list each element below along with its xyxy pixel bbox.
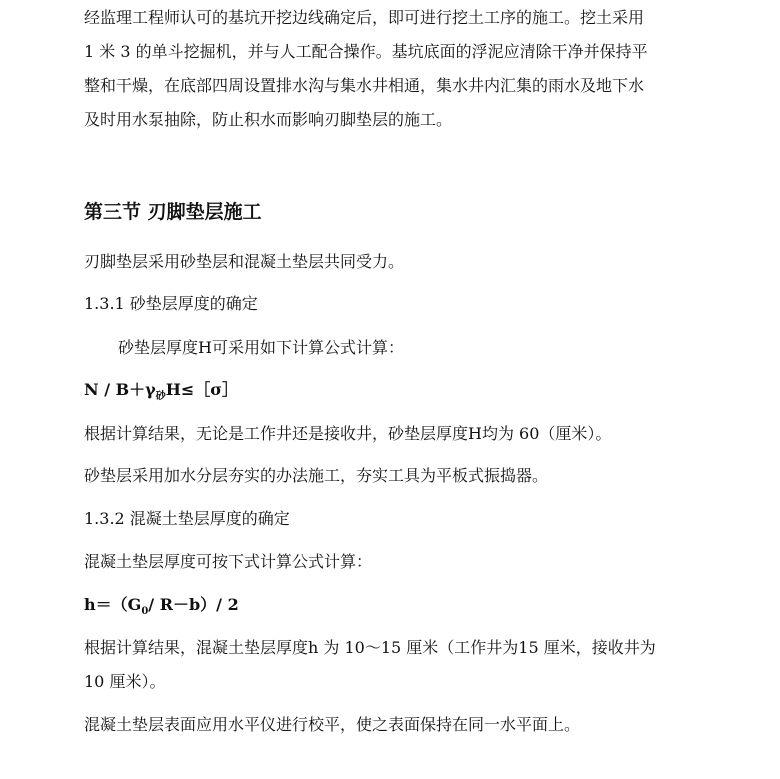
- concrete-result-line-2: 10 厘米）。: [84, 672, 166, 691]
- concrete-formula-main: h＝（G: [84, 595, 142, 614]
- intro-line-4: 及时用水泵抽除，防止积水而影响刃脚垫层的施工。: [84, 110, 453, 129]
- intro-line-2: 1 米 3 的单斗挖掘机，并与人工配合操作。基坑底面的浮泥应清除干净并保持平: [84, 42, 648, 61]
- sand-method: 砂垫层采用加水分层夯实的办法施工，夯实工具为平板式振捣器。: [84, 466, 549, 485]
- sand-description: 砂垫层厚度H可采用如下计算公式计算：: [118, 338, 404, 357]
- concrete-formula-rest: / R－b）/ 2: [148, 595, 239, 614]
- section-summary: 刃脚垫层采用砂垫层和混凝土垫层共同受力。: [84, 252, 405, 271]
- sand-heading: 1.3.1 砂垫层厚度的确定: [84, 294, 258, 313]
- intro-line-3: 整和干燥，在底部四周设置排水沟与集水井相通，集水井内汇集的雨水及地下水: [84, 76, 645, 95]
- sand-formula-subscript: 砂: [155, 391, 166, 402]
- section-title: 第三节 刃脚垫层施工: [84, 201, 262, 223]
- sand-formula-main: N / B＋γ: [84, 380, 156, 399]
- concrete-description: 混凝土垫层厚度可按下式计算公式计算：: [84, 552, 373, 571]
- concrete-heading: 1.3.2 混凝土垫层厚度的确定: [84, 509, 290, 528]
- sand-result: 根据计算结果，无论是工作井还是接收井，砂垫层厚度H均为 60（厘米）。: [84, 424, 612, 443]
- concrete-leveling: 混凝土垫层表面应用水平仪进行校平，使之表面保持在同一水平面上。: [84, 715, 581, 734]
- concrete-formula: [84, 595, 239, 618]
- sand-formula: [84, 380, 238, 403]
- sand-formula-rest: H≤［σ］: [165, 380, 239, 399]
- concrete-formula-subscript: 0: [141, 606, 149, 617]
- concrete-result-line-1: 根据计算结果，混凝土垫层厚度h 为 10～15 厘米（工作井为15 厘米，接收井为: [84, 638, 656, 657]
- intro-line-1: 经监理工程师认可的基坑开挖边线确定后，即可进行挖土工序的施工。挖土采用: [84, 8, 645, 27]
